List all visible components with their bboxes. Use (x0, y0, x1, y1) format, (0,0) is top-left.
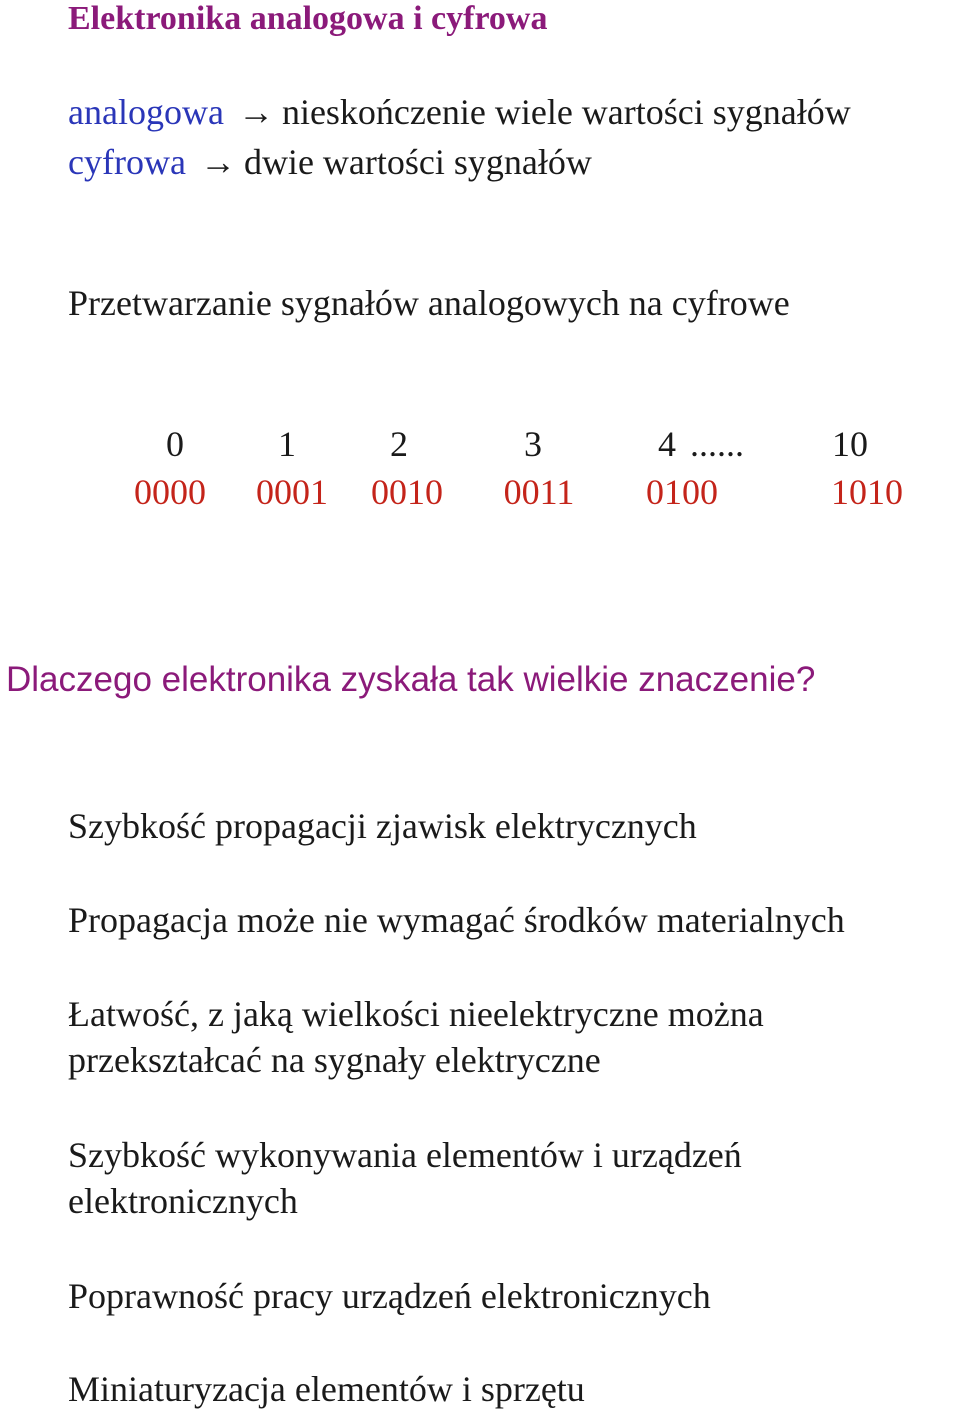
binary-value: 1010 (831, 472, 903, 512)
binary-value: 0001 (256, 472, 328, 512)
term-analog: analogowa (68, 92, 224, 132)
reason-item: Łatwość, z jaką wielkości nieelektryczne można (68, 994, 764, 1034)
reason-item-continued: przekształcać na sygnały elektryczne (68, 1040, 601, 1080)
ellipsis: ...... (690, 424, 744, 464)
arrow-right-icon: → (199, 142, 236, 182)
decimal-value: 4 (658, 424, 676, 464)
reason-item: Miniaturyzacja elementów i sprzętu (68, 1369, 585, 1409)
reason-item: Szybkość wykonywania elementów i urządzeń (68, 1135, 742, 1175)
reason-item: Poprawność pracy urządzeń elektronicznych (68, 1276, 711, 1316)
decimal-value: 0 (166, 424, 184, 464)
arrow-right-icon: → (237, 92, 274, 132)
question-heading: Dlaczego elektronika zyskała tak wielkie znaczenie? (6, 660, 816, 699)
decimal-value: 3 (524, 424, 542, 464)
decimal-value: 2 (390, 424, 408, 464)
definition-digital (68, 144, 592, 180)
reason-item: Propagacja może nie wymagać środków materialnych (68, 900, 845, 940)
definition-digital-text: dwie wartości sygnałów (243, 142, 592, 182)
binary-value: 0011 (503, 472, 575, 512)
binary-value: 0000 (134, 472, 206, 512)
term-digital: cyfrowa (68, 142, 186, 182)
binary-value: 0010 (371, 472, 443, 512)
conversion-heading: Przetwarzanie sygnałów analogowych na cyfrowe (68, 283, 790, 323)
definition-analog (68, 94, 851, 130)
binary-value: 0100 (646, 472, 718, 512)
definition-analog-text: nieskończenie wiele wartości sygnałów (281, 92, 851, 132)
decimal-value: 1 (278, 424, 296, 464)
page-title: Elektronika analogowa i cyfrowa (68, 0, 548, 37)
decimal-value: 10 (832, 424, 868, 464)
reason-item-continued: elektronicznych (68, 1181, 298, 1221)
reason-item: Szybkość propagacji zjawisk elektrycznych (68, 806, 697, 846)
